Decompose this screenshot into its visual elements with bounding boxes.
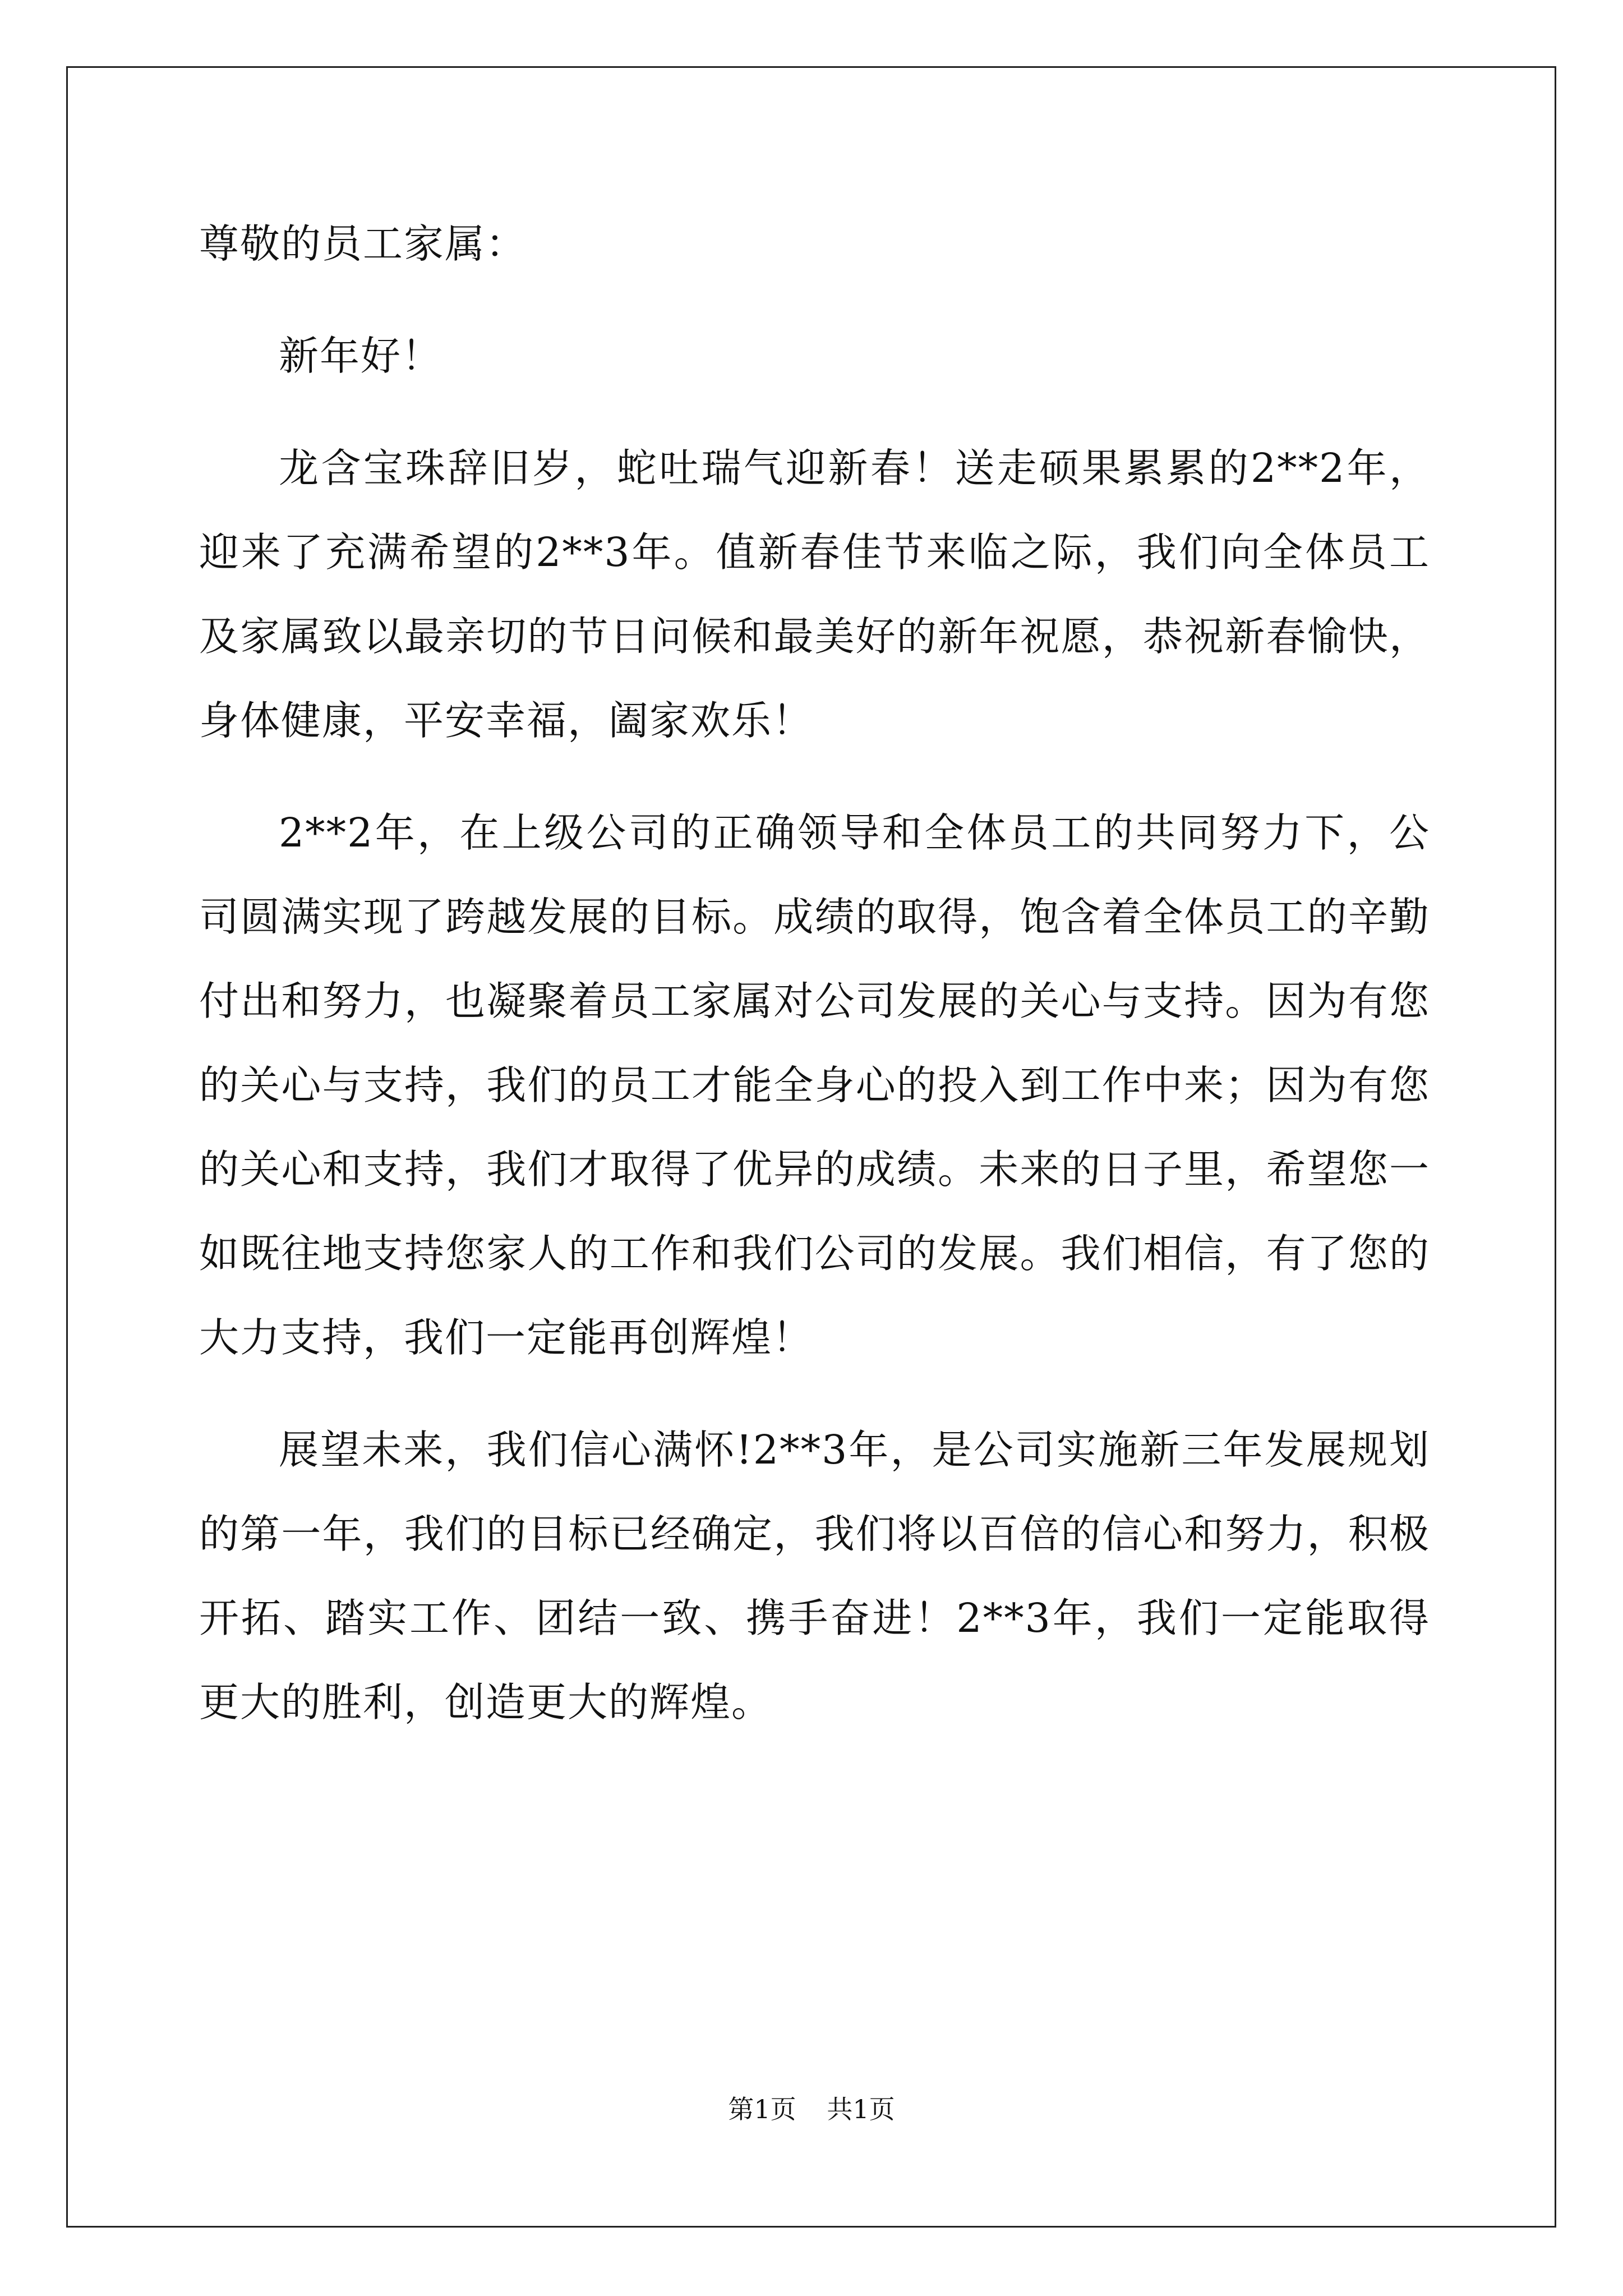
page-number-total: 共1页 [827, 2094, 895, 2124]
letter-body [199, 202, 1430, 1773]
salutation: 尊敬的员工家属： [199, 220, 527, 267]
paragraph-new-year-wishes: 龙含宝珠辞旧岁，蛇吐瑞气迎新春！送走硕果累累的2**2年，迎来了充满希望的2**3年。值新春佳节来临之际，我们向全体员工及家属致以最亲切的节日问候和最美好的新年祝愿，恭祝新春愉快，身体健康，平安幸福，阖家欢乐！ [199, 445, 1430, 744]
paragraph-achievements: 2**2年，在上级公司的正确领导和全体员工的共同努力下，公司圆满实现了跨越发展的目标。成绩的取得，饱含着全体员工的辛勤付出和努力，也凝聚着员工家属对公司发展的关心与支持。因为有您的关心与支持，我们的员工才能全身心的投入到工作中来；因为有您的关心和支持，我们才取得了优异的成绩。未来的日子里，希望您一如既往地支持您家人的工作和我们公司的发展。我们相信，有了您的大力支持，我们一定能再创辉煌！ [199, 809, 1430, 1361]
greeting: 新年好！ [279, 333, 443, 379]
page-footer [0, 2092, 1623, 2126]
page-number-current: 第1页 [728, 2094, 796, 2124]
paragraph-outlook: 展望未来，我们信心满怀!2**3年，是公司实施新三年发展规划的第一年，我们的目标已经确定，我们将以百倍的信心和努力，积极开拓、踏实工作、团结一致、携手奋进！2**3年，我们一定能取得更大的胜利，创造更大的辉煌。 [199, 1427, 1430, 1726]
